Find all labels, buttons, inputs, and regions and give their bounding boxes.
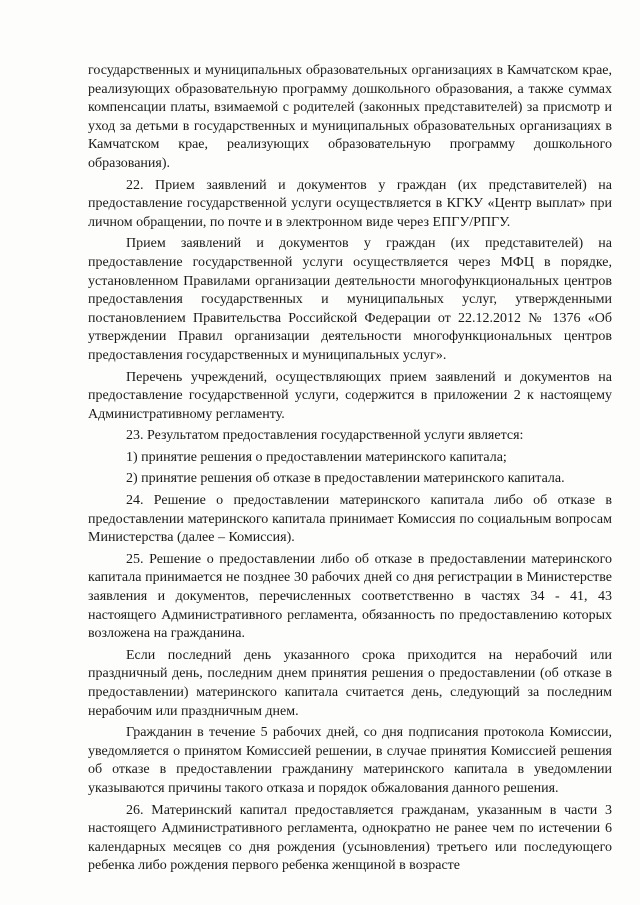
paragraph-24: 24. Решение о предоставлении материнского капитала либо об отказе в предоставлении материнского капитала принимает Комиссия по социальным вопросам Министерства (далее – Комиссия).	[88, 493, 612, 546]
paragraph-23: 23. Результатом предоставления государственной услуги является:	[126, 428, 524, 444]
paragraph-deadline-holiday: Если последний день указанного срока приходится на нерабочий или праздничный день, последним днем принятия решения о предоставлении (об отказе в предоставлении) материнского капитала считается день, следующий за последним нерабочим или праздничным днем.	[88, 647, 612, 719]
paragraph-25: 25. Решение о предоставлении либо об отказе в предоставлении материнского капитала принимается не позднее 30 рабочих дней со дня регистрации в Министерстве заявления и документов, перечисленных соответственно в частях 34 - 41, 43 настоящего Административного регламента, обязанность по предоставлению которых возложена на гражданина.	[88, 551, 612, 642]
paragraph-continuation: государственных и муниципальных образовательных организациях в Камчатском крае, реализующих образовательную программу дошкольного образования, а также суммах компенсации платы, взимаемой с родителей (законных представителей) за присмотр и уход за детьми в государственных и муниципальных образовательных организациях в Камчатском крае, реализующих образовательную программу дошкольного образования).	[88, 63, 612, 171]
paragraph-22: 22. Прием заявлений и документов у граждан (их представителей) на предоставление государственной услуги осуществляется в КГКУ «Центр выплат» при личном обращении, по почте и в электронном виде через ЕПГУ/РПГУ.	[88, 177, 612, 230]
paragraph-23-item-2: 2) принятие решения об отказе в предоставлении материнского капитала.	[126, 471, 565, 487]
paragraph-mfc-reception: Прием заявлений и документов у граждан (их представителей) на предоставление государственной услуги осуществляется через МФЦ в порядке, установленном Правилами организации деятельности многофункциональных центров предоставления государственных и муниципальных услуг, утвержденными постановлением Правительства Российской Федерации от 22.12.2012 № 1376 «Об утверждении Правил организации деятельности многофункциональных центров предоставления государственных и муниципальных услуг».	[88, 236, 612, 363]
paragraph-23-item-1: 1) принятие решения о предоставлении материнского капитала;	[126, 449, 507, 465]
document-body	[88, 62, 612, 876]
paragraph-institutions-list: Перечень учреждений, осуществляющих прием заявлений и документов на предоставление государственной услуги, содержится в приложении 2 к настоящему Административному регламенту.	[88, 369, 612, 422]
paragraph-26: 26. Материнский капитал предоставляется гражданам, указанным в части 3 настоящего Административного регламента, однократно не ранее чем по истечении 6 календарных месяцев со дня рождения (усыновления) третьего или последующего ребенка либо рождения первого ребенка женщиной в возрасте	[88, 802, 612, 874]
paragraph-notification: Гражданин в течение 5 рабочих дней, со дня подписания протокола Комиссии, уведомляется о принятом Комиссией решении, в случае принятия Комиссией решения об отказе в предоставлении гражданину материнского капитала в уведомлении указываются причины такого отказа и порядок обжалования данного решения.	[88, 725, 612, 796]
